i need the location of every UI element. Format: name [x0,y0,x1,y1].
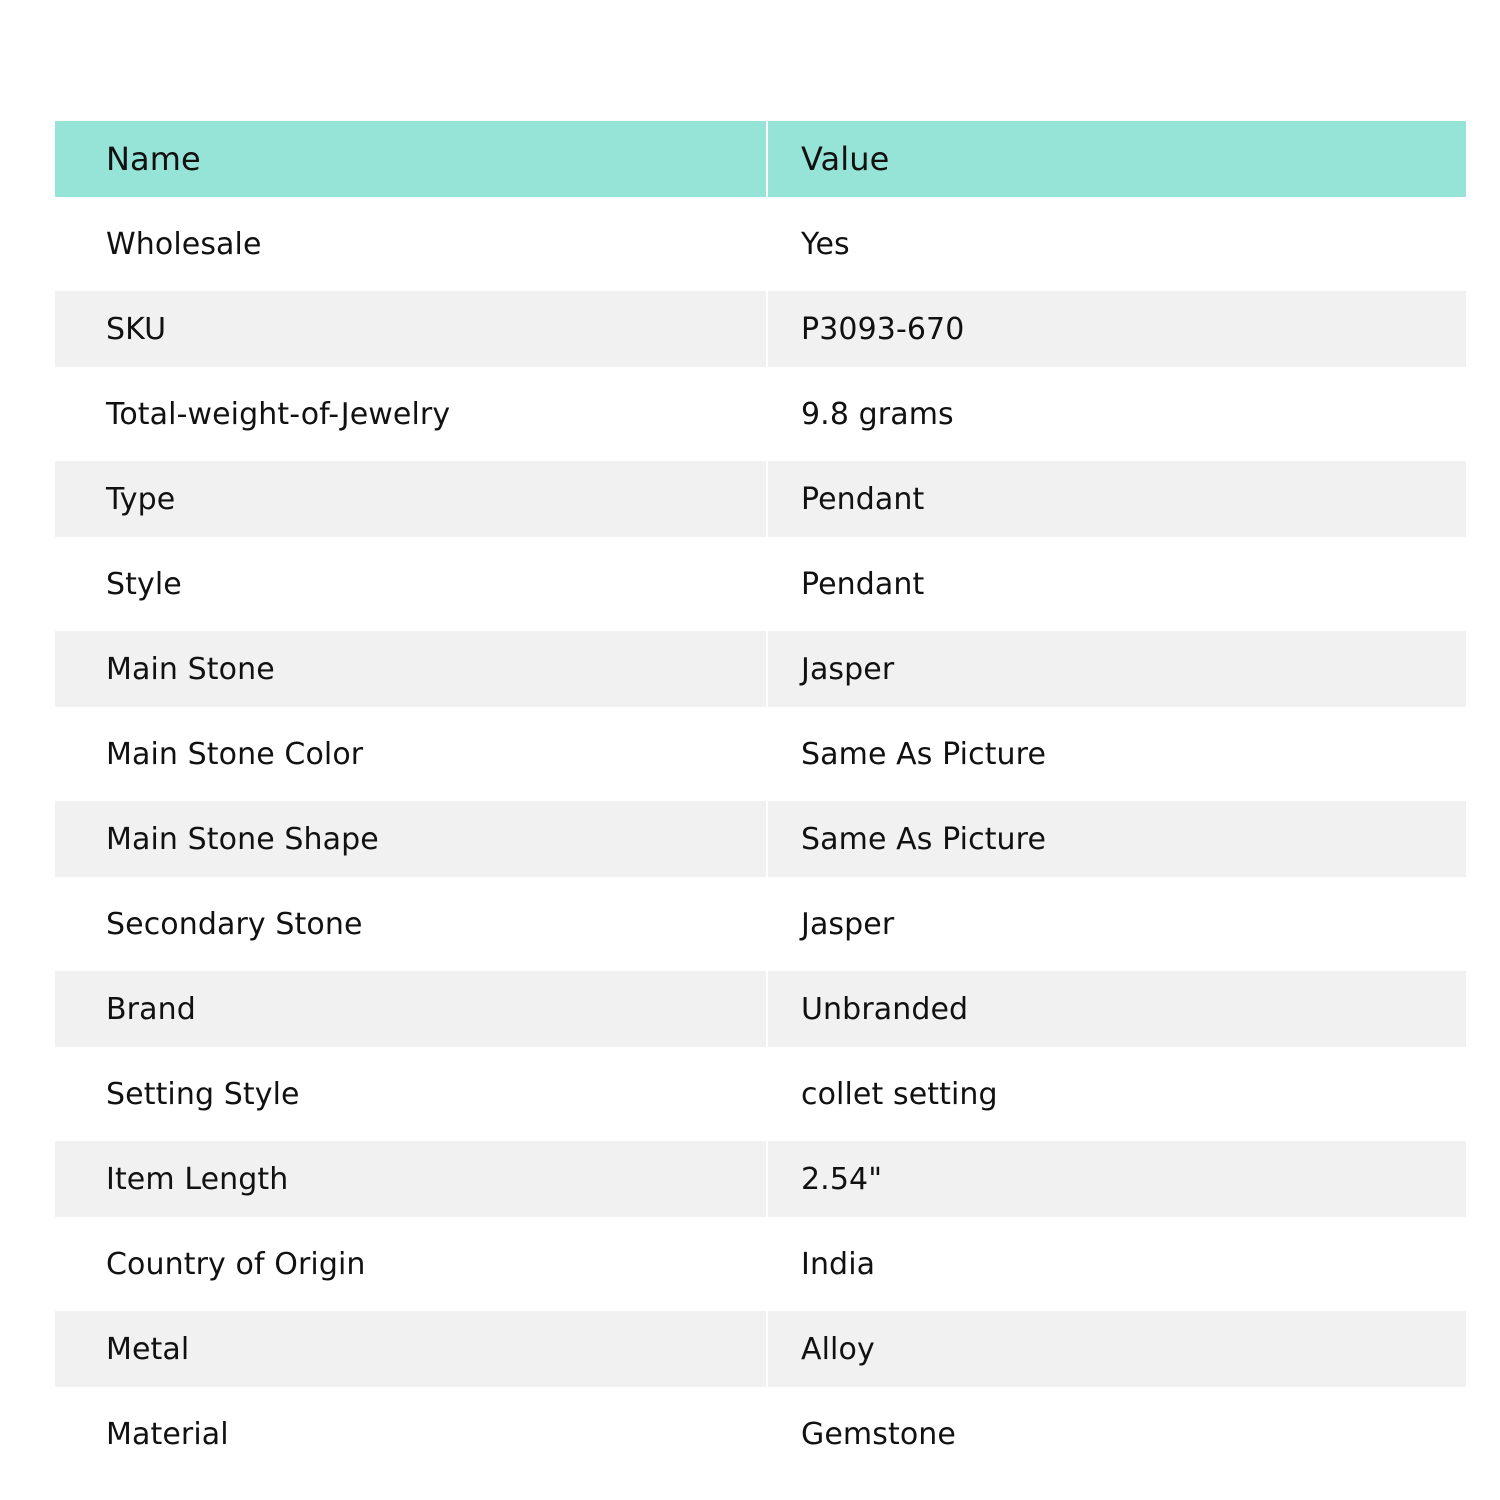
table-row [55,877,1466,971]
row-value: Gemstone [768,1387,1466,1481]
row-name: Style [55,537,766,631]
header-name: Name [55,121,766,197]
table-row [55,801,1466,877]
table-row [55,1047,1466,1141]
row-name: Total-weight-of-Jewelry [55,367,766,461]
row-value: 9.8 grams [768,367,1466,461]
table-row [55,367,1466,461]
row-value: Pendant [768,461,1466,537]
table-row [55,631,1466,707]
table-row [55,1311,1466,1387]
table-header-row [55,121,1466,197]
row-name: Main Stone Shape [55,801,766,877]
table-row [55,461,1466,537]
row-name: Type [55,461,766,537]
row-name: Setting Style [55,1047,766,1141]
spec-table [55,121,1466,1481]
row-name: Country of Origin [55,1217,766,1311]
row-value: Same As Picture [768,801,1466,877]
row-value: collet setting [768,1047,1466,1141]
table-row [55,1141,1466,1217]
row-name: SKU [55,291,766,367]
table-row [55,1217,1466,1311]
row-name: Brand [55,971,766,1047]
row-value: 2.54" [768,1141,1466,1217]
row-name: Metal [55,1311,766,1387]
row-value: Yes [768,197,1466,291]
row-name: Item Length [55,1141,766,1217]
table-row [55,197,1466,291]
row-value: Jasper [768,631,1466,707]
table-row [55,971,1466,1047]
table-row [55,537,1466,631]
row-name: Main Stone [55,631,766,707]
row-value: India [768,1217,1466,1311]
row-value: Same As Picture [768,707,1466,801]
row-name: Wholesale [55,197,766,291]
row-name: Main Stone Color [55,707,766,801]
header-value: Value [768,121,1466,197]
table-row [55,291,1466,367]
row-value: Unbranded [768,971,1466,1047]
row-value: P3093-670 [768,291,1466,367]
row-value: Alloy [768,1311,1466,1387]
row-name: Material [55,1387,766,1481]
row-value: Jasper [768,877,1466,971]
table-row [55,1387,1466,1481]
row-value: Pendant [768,537,1466,631]
row-name: Secondary Stone [55,877,766,971]
table-row [55,707,1466,801]
